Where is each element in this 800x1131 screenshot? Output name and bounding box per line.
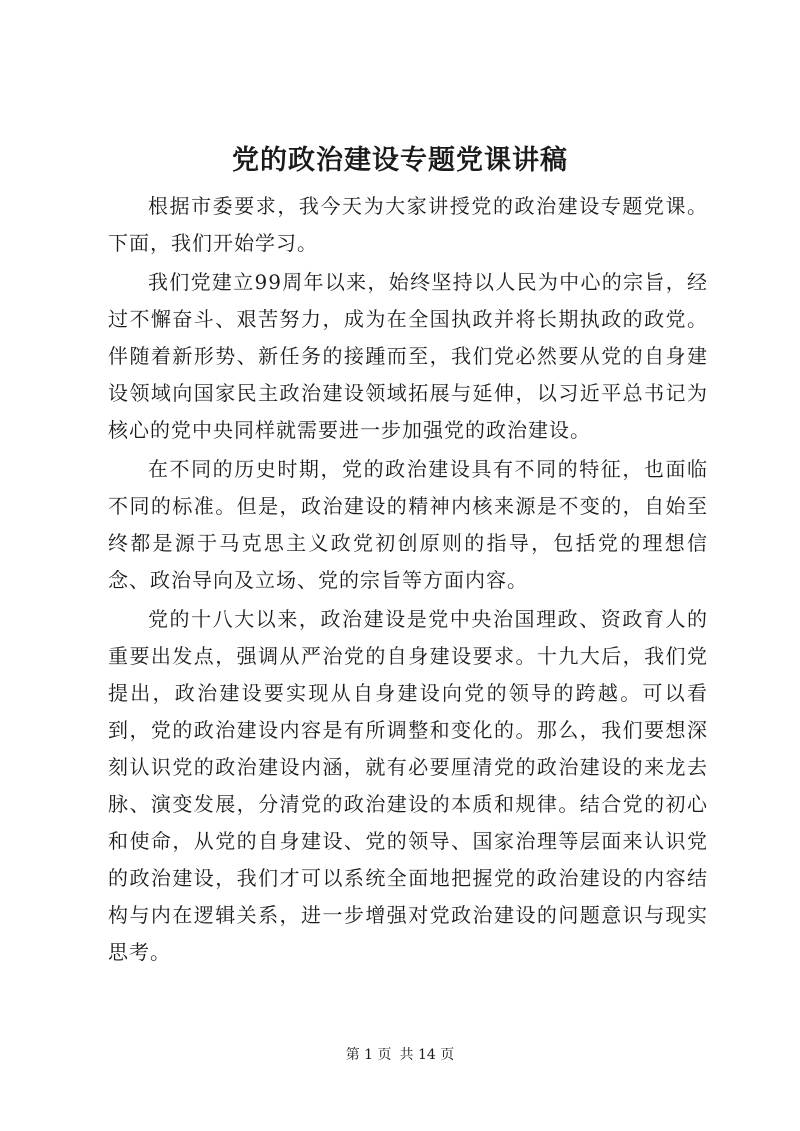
paragraph-4: 党的十八大以来，政治建设是党中央治国理政、资政育人的重要出发点，强调从严治党的自身建设要求。十九大后，我们党提出，政治建设要实现从自身建设向党的领导的跨越。可以看到，党的政治建设内容是有所调整和变化的。那么，我们要想深刻认识党的政治建设内涵，就有必要厘清党的政治建设的来龙去脉、演变发展，分清党的政治建设的本质和规律。结合党的初心和使命，从党的自身建设、党的领导、国家治理等层面来认识党的政治建设，我们才可以系统全面地把握党的政治建设的内容结构与内在逻辑关系，进一步增强对党政治建设的问题意识与现实思考。 — [108, 607, 708, 964]
document-title: 党的政治建设专题党课讲稿 — [232, 145, 568, 176]
page-total: 共 14 页 — [399, 1047, 455, 1063]
page-footer — [0, 1045, 800, 1065]
paragraph-1: 根据市委要求，我今天为大家讲授党的政治建设专题党课。下面，我们开始学习。 — [108, 194, 708, 255]
paragraph-2: 我们党建立99周年以来，始终坚持以人民为中心的宗旨，经过不懈奋斗、艰苦努力，成为在全国执政并将长期执政的政党。伴随着新形势、新任务的接踵而至，我们党必然要从党的自身建设领域向国家民主政治建设领域拓展与延伸，以习近平总书记为核心的党中央同样就需要进一步加强党的政治建设。 — [108, 270, 708, 442]
paragraph-3: 在不同的历史时期，党的政治建设具有不同的特征，也面临不同的标准。但是，政治建设的精神内核来源是不变的，自始至终都是源于马克思主义政党初创原则的指导，包括党的理想信念、政治导向及立场、党的宗旨等方面内容。 — [108, 457, 708, 592]
document-body — [108, 188, 708, 973]
page-number: 第 1 页 — [345, 1047, 392, 1063]
